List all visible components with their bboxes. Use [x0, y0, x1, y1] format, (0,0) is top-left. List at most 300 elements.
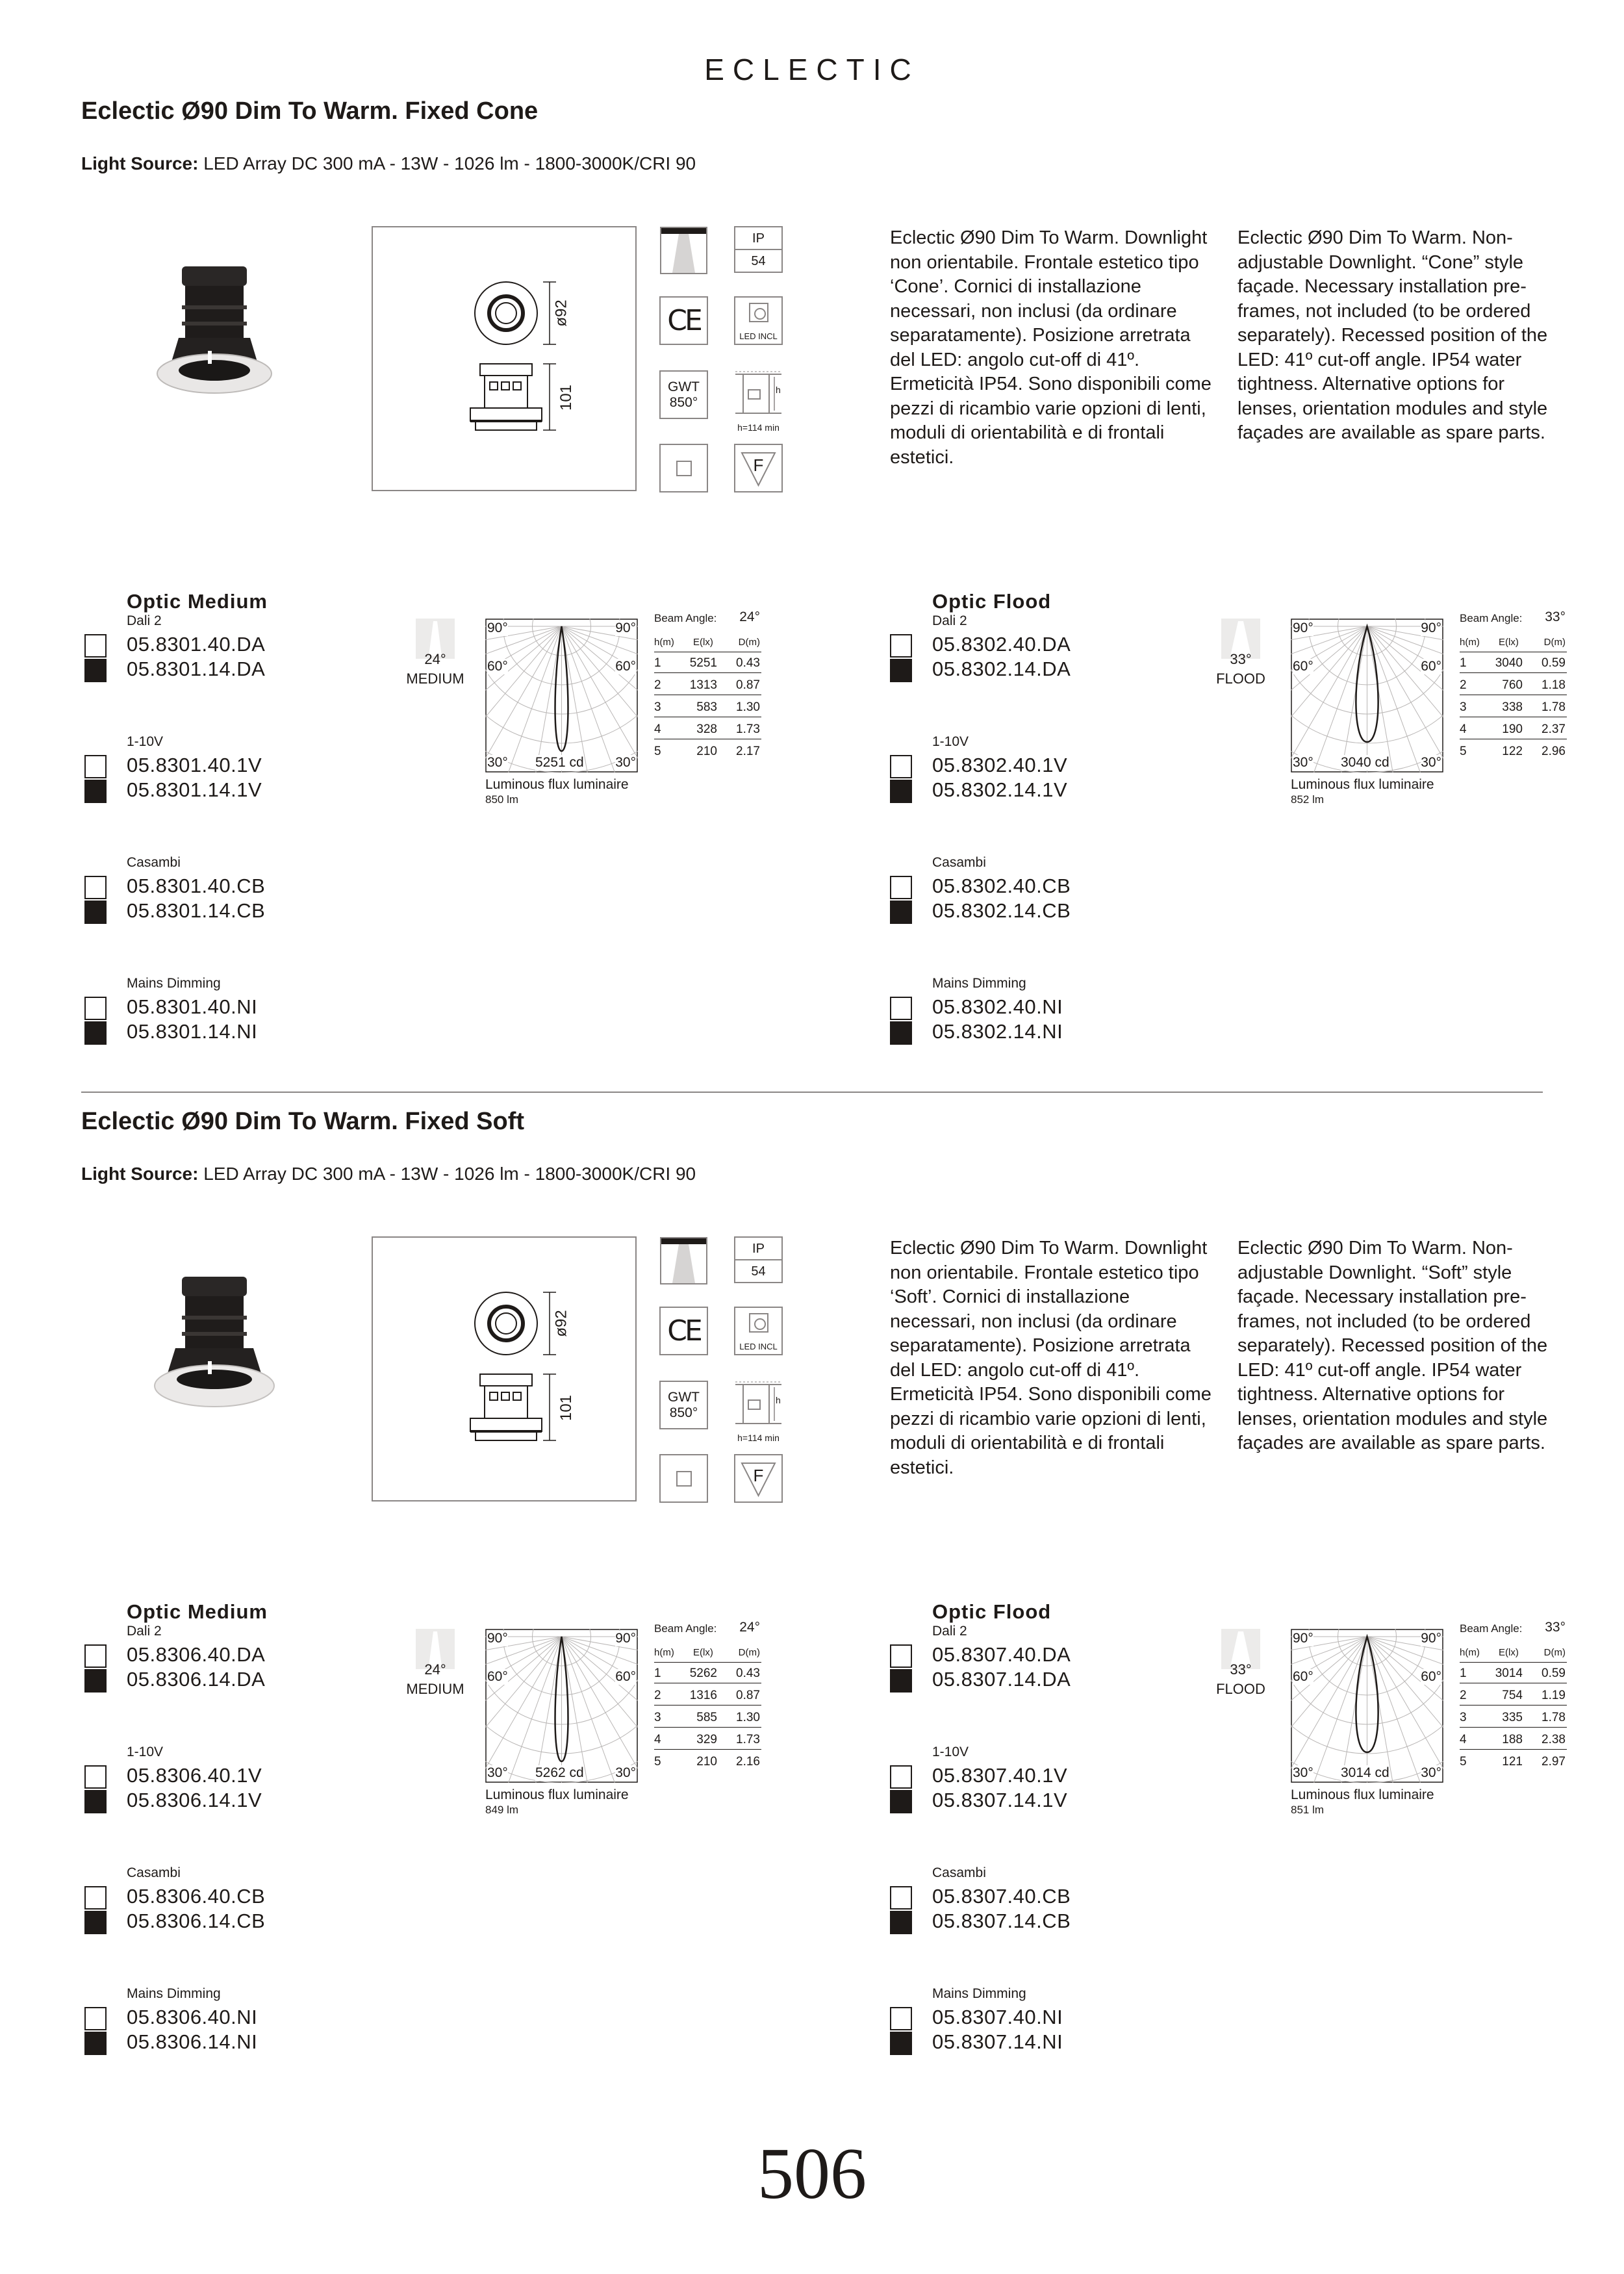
table-cell: 583: [696, 700, 717, 714]
gwt-label: GWT: [668, 1390, 700, 1405]
column-header: E(lx): [693, 1647, 713, 1658]
black-finish-swatch: [84, 1669, 107, 1693]
product-code: 05.8302.40.1V: [932, 754, 1068, 776]
table-cell: 2: [654, 1689, 661, 1702]
table-cell: 1: [1460, 656, 1467, 670]
polar-diagram: [1291, 1629, 1443, 1783]
luminous-flux-label: Luminous flux luminaire: [485, 1787, 629, 1802]
table-row: [1460, 1707, 1567, 1728]
polar-label: 60°: [1293, 659, 1313, 674]
code-row: [887, 1885, 1212, 1910]
code-row: [887, 658, 1212, 682]
recess-min-height: h=114 min: [737, 422, 780, 433]
polar-label: 30°: [487, 755, 508, 770]
white-finish-swatch: [890, 876, 912, 899]
product-code: 05.8306.40.DA: [127, 1643, 266, 1666]
code-row: [81, 2030, 406, 2055]
light-source-label: Light Source:: [81, 153, 199, 173]
white-finish-swatch: [890, 1765, 912, 1789]
code-row: [887, 633, 1212, 658]
table-cell: 210: [696, 1755, 717, 1769]
black-finish-swatch: [84, 659, 107, 682]
code-row: [81, 875, 406, 899]
product-photo: [146, 260, 283, 442]
product-code: 05.8301.14.NI: [127, 1020, 258, 1043]
table-cell: 0.43: [736, 1667, 760, 1680]
light-source-value: LED Array DC 300 mA - 13W - 1026 lm - 1800-3000K/CRI 90: [203, 153, 696, 173]
table-row: [654, 674, 761, 695]
code-row: [81, 1789, 406, 1813]
table-cell: 0.43: [736, 656, 760, 670]
recess-depth-icon: [734, 1381, 783, 1443]
table-cell: 4: [1460, 1733, 1467, 1746]
table-cell: 5: [654, 745, 661, 758]
table-cell: 1.73: [736, 722, 760, 736]
white-finish-swatch: [84, 1765, 107, 1789]
column-header: h(m): [1460, 1647, 1480, 1658]
column-header: E(lx): [693, 637, 713, 648]
product-code: 05.8307.40.CB: [932, 1885, 1071, 1908]
luminous-flux-value: 852 lm: [1291, 793, 1325, 806]
code-row: [81, 1668, 406, 1693]
table-cell: 338: [1502, 700, 1523, 714]
glow-wire-icon: [659, 370, 708, 419]
table-cell: 3: [1460, 700, 1467, 714]
table-cell: 1.30: [736, 700, 760, 714]
table-row: [1460, 741, 1567, 761]
beam-icon-name: MEDIUM: [406, 671, 464, 687]
control-group-label: Dali 2: [932, 613, 967, 628]
table-cell: 1313: [689, 678, 717, 692]
table-row: [654, 1729, 761, 1750]
technical-drawing: [372, 226, 637, 491]
table-cell: 2.96: [1542, 745, 1566, 758]
black-finish-swatch: [890, 780, 912, 803]
white-finish-swatch: [890, 1886, 912, 1910]
polar-diagram: [485, 619, 638, 773]
product-code: 05.8307.14.DA: [932, 1668, 1071, 1691]
code-row: [81, 2006, 406, 2030]
table-cell: 1: [654, 656, 661, 670]
product-code: 05.8302.14.DA: [932, 658, 1071, 680]
product-code: 05.8306.40.CB: [127, 1885, 266, 1908]
product-code: 05.8301.14.CB: [127, 899, 266, 922]
table-cell: 2: [1460, 1689, 1467, 1702]
table-cell: 328: [696, 722, 717, 736]
black-finish-swatch: [890, 659, 912, 682]
control-group-label: Casambi: [932, 855, 986, 870]
product-code: 05.8301.14.1V: [127, 778, 262, 801]
beam-icon-degree: 24°: [424, 651, 446, 667]
code-row: [81, 754, 406, 778]
table-row: [654, 652, 761, 673]
table-cell: 188: [1502, 1733, 1523, 1746]
code-row: [81, 633, 406, 658]
code-row: [81, 658, 406, 682]
control-group-label: 1-10V: [127, 734, 164, 749]
beam-icon-degree: 33°: [1230, 651, 1252, 667]
table-row: [654, 1751, 761, 1772]
table-cell: 2.16: [736, 1755, 760, 1769]
black-finish-swatch: [84, 780, 107, 803]
table-row: [1460, 652, 1567, 673]
height-dimension: 101: [557, 1394, 576, 1422]
black-finish-swatch: [890, 1790, 912, 1813]
polar-label: 30°: [487, 1765, 508, 1780]
white-finish-swatch: [890, 2007, 912, 2030]
beam-icon-degree: 24°: [424, 1661, 446, 1678]
table-header: [1460, 637, 1567, 652]
table-cell: 2: [1460, 678, 1467, 692]
beam-angle-value: 24°: [739, 609, 760, 624]
beam-angle-icon: [1212, 1629, 1270, 1700]
ce-mark-icon: CE: [659, 1307, 708, 1355]
luminous-flux-label: Luminous flux luminaire: [485, 777, 629, 792]
code-row: [887, 1910, 1212, 1934]
control-group-label: Dali 2: [127, 613, 162, 628]
column-header: E(lx): [1499, 637, 1519, 648]
table-cell: 3: [654, 700, 661, 714]
white-finish-swatch: [84, 755, 107, 778]
table-header: [654, 637, 761, 652]
table-cell: 210: [696, 745, 717, 758]
polar-label: 90°: [487, 1631, 508, 1646]
light-source-value: LED Array DC 300 mA - 13W - 1026 lm - 1800-3000K/CRI 90: [203, 1164, 696, 1184]
table-cell: 3040: [1495, 656, 1523, 670]
table-cell: 1: [1460, 1667, 1467, 1680]
product-code: 05.8306.14.DA: [127, 1668, 266, 1691]
certification-icons: [659, 1236, 796, 1503]
column-header: h(m): [654, 1647, 674, 1658]
polar-label: 60°: [1293, 1669, 1313, 1684]
optic-block: [887, 1600, 1624, 2081]
gwt-value: 850°: [669, 1405, 698, 1420]
white-finish-swatch: [84, 1886, 107, 1910]
class-ii-icon: [659, 1454, 708, 1503]
column-header: D(m): [738, 637, 760, 648]
control-group-label: Casambi: [127, 1865, 181, 1880]
table-cell: 1316: [689, 1689, 717, 1702]
table-cell: 2.17: [736, 745, 760, 758]
optic-name: Optic Flood: [932, 1600, 1052, 1623]
beam-angle-value: 24°: [739, 1620, 760, 1635]
product-photo: [146, 1270, 283, 1452]
optic-block: [81, 590, 861, 1071]
product-code: 05.8306.40.NI: [127, 2006, 258, 2028]
code-row: [887, 2006, 1212, 2030]
product-code: 05.8306.40.1V: [127, 1764, 262, 1787]
optic-name: Optic Medium: [127, 590, 268, 613]
black-finish-swatch: [84, 1911, 107, 1934]
led-included-label: LED INCL: [739, 1342, 778, 1351]
white-finish-swatch: [890, 755, 912, 778]
table-cell: 5: [1460, 1755, 1467, 1769]
candela-value: 5262 cd: [535, 1765, 584, 1780]
table-cell: 335: [1502, 1711, 1523, 1724]
gwt-value: 850°: [669, 395, 698, 410]
polar-diagram: [1291, 619, 1443, 773]
beam-icon-degree: 33°: [1230, 1661, 1252, 1678]
polar-label: 30°: [615, 755, 636, 770]
polar-label: 60°: [615, 659, 636, 674]
table-cell: 2.97: [1542, 1755, 1566, 1769]
polar-diagram: [485, 1629, 638, 1783]
ip-label: IP: [735, 1238, 781, 1260]
table-cell: 760: [1502, 678, 1523, 692]
led-included-label: LED INCL: [739, 331, 778, 341]
ip-rating-icon: [734, 226, 783, 273]
polar-label: 90°: [615, 620, 636, 635]
column-header: D(m): [738, 1647, 760, 1658]
beam-angle-value: 33°: [1545, 1620, 1566, 1635]
polar-label: 30°: [1293, 755, 1313, 770]
product-code: 05.8307.40.DA: [932, 1643, 1071, 1666]
product-title: Eclectic Ø90 Dim To Warm. Fixed Soft: [81, 1108, 525, 1135]
control-group-label: Mains Dimming: [127, 1986, 221, 2001]
product-code: 05.8307.14.CB: [932, 1910, 1071, 1932]
table-cell: 5251: [689, 656, 717, 670]
black-finish-swatch: [890, 1669, 912, 1693]
code-row: [887, 875, 1212, 899]
black-finish-swatch: [84, 2032, 107, 2055]
control-group-label: 1-10V: [932, 734, 969, 749]
control-group-label: Casambi: [127, 855, 181, 870]
gwt-label: GWT: [668, 379, 700, 394]
f-label: F: [753, 1466, 764, 1485]
beam-angle-label: Beam Angle:: [654, 612, 717, 624]
led-included-icon: [734, 296, 783, 345]
table-row: [654, 1663, 761, 1683]
luminous-flux-value: 849 lm: [485, 1804, 519, 1816]
beam-angle-label: Beam Angle:: [1460, 612, 1523, 624]
candela-value: 3014 cd: [1341, 1765, 1389, 1780]
brand-title: ECLECTIC: [704, 53, 920, 86]
table-cell: 3014: [1495, 1667, 1523, 1680]
dimension-drawing: [373, 227, 638, 492]
column-header: h(m): [654, 637, 674, 648]
ip-value: 54: [751, 254, 766, 268]
polar-label: 90°: [1421, 620, 1441, 635]
control-group-label: Mains Dimming: [127, 976, 221, 991]
table-row: [1460, 1663, 1567, 1683]
product-section: [0, 0, 1624, 1043]
column-header: E(lx): [1499, 1647, 1519, 1658]
polar-label: 30°: [615, 1765, 636, 1780]
table-cell: 2: [654, 678, 661, 692]
table-cell: 1.78: [1542, 700, 1566, 714]
polar-label: 60°: [1421, 659, 1441, 674]
height-dimension: 101: [557, 384, 576, 411]
f-mark-icon: [734, 1454, 783, 1503]
polar-label: 90°: [1293, 1631, 1313, 1646]
beam-angle-value: 33°: [1545, 609, 1566, 624]
column-header: D(m): [1543, 1647, 1566, 1658]
table-cell: 0.59: [1542, 1667, 1566, 1680]
product-code: 05.8306.14.CB: [127, 1910, 266, 1932]
description-italian: Eclectic Ø90 Dim To Warm. Downlight non orientabile. Frontale estetico tipo ‘Soft’. Cornici di installazione necessari, non inclusi (da ordinare separatamente). Posizione arretrata del LED: angolo cut-off di 41º. Ermeticità IP54. Sono disponibili come pezzi di ricambio varie opzioni di lenti, moduli di orientabilità e di frontali estetici.: [890, 1238, 1212, 1478]
polar-label: 60°: [1421, 1669, 1441, 1684]
white-finish-swatch: [890, 1644, 912, 1668]
black-finish-swatch: [84, 901, 107, 924]
table-row: [654, 696, 761, 717]
recess-depth-icon: [734, 370, 783, 433]
polar-label: 60°: [487, 1669, 508, 1684]
recessed-beam-icon: [659, 1236, 708, 1285]
optic-block: [887, 590, 1624, 1071]
dimension-drawing: [373, 1238, 638, 1503]
table-row: [1460, 1685, 1567, 1706]
polar-label: 90°: [615, 1631, 636, 1646]
optic-name: Optic Flood: [932, 590, 1052, 613]
table-header: [654, 1647, 761, 1663]
table-cell: 1.19: [1542, 1689, 1566, 1702]
recess-min-height: h=114 min: [737, 1433, 780, 1443]
recessed-beam-icon: [659, 226, 708, 275]
table-row: [1460, 696, 1567, 717]
f-label: F: [753, 455, 764, 475]
table-cell: 122: [1502, 745, 1523, 758]
code-row: [81, 1885, 406, 1910]
product-code: 05.8307.40.NI: [932, 2006, 1063, 2028]
control-group-label: Mains Dimming: [932, 976, 1026, 991]
polar-label: 30°: [1293, 1765, 1313, 1780]
table-cell: 4: [1460, 722, 1467, 736]
product-code: 05.8301.14.DA: [127, 658, 266, 680]
control-group-label: 1-10V: [127, 1744, 164, 1759]
column-header: D(m): [1543, 637, 1566, 648]
certification-icons: [659, 226, 796, 492]
table-cell: 121: [1502, 1755, 1523, 1769]
table-cell: 1.30: [736, 1711, 760, 1724]
table-cell: 5: [654, 1755, 661, 1769]
product-code: 05.8307.14.1V: [932, 1789, 1068, 1811]
table-cell: 329: [696, 1733, 717, 1746]
beam-icon-name: MEDIUM: [406, 1681, 464, 1697]
code-row: [81, 1910, 406, 1934]
class-ii-icon: [659, 444, 708, 492]
table-cell: 1.78: [1542, 1711, 1566, 1724]
polar-label: 60°: [487, 659, 508, 674]
table-row: [654, 1685, 761, 1706]
black-finish-swatch: [890, 2032, 912, 2055]
light-source-label: Light Source:: [81, 1164, 199, 1184]
luminous-flux-label: Luminous flux luminaire: [1291, 777, 1434, 792]
code-row: [887, 778, 1212, 803]
table-row: [654, 719, 761, 739]
diameter-dimension: ø92: [552, 1310, 570, 1337]
f-mark-icon: [734, 444, 783, 492]
control-group-label: 1-10V: [932, 1744, 969, 1759]
table-row: [654, 1707, 761, 1728]
polar-label: 30°: [1421, 755, 1441, 770]
black-finish-swatch: [890, 1911, 912, 1934]
description-english: Eclectic Ø90 Dim To Warm. Non-adjustable Downlight. “Soft” style façade. Necessary installation pre-frames, not included (to be ordered separately). Recessed position of the LED: 41º cut-off angle. IP54 water tightness. Alternative options for lenses, orientation modules and style façades are available as spare parts.: [1237, 1238, 1548, 1453]
product-code: 05.8301.40.DA: [127, 633, 266, 656]
table-row: [1460, 1729, 1567, 1750]
beam-icon-name: FLOOD: [1216, 1681, 1265, 1697]
white-finish-swatch: [84, 876, 107, 899]
code-row: [887, 1789, 1212, 1813]
ip-rating-icon: [734, 1236, 783, 1283]
table-row: [1460, 719, 1567, 739]
table-cell: 754: [1502, 1689, 1523, 1702]
candela-value: 3040 cd: [1341, 755, 1389, 770]
control-group-label: Mains Dimming: [932, 1986, 1026, 2001]
table-cell: 5262: [689, 1667, 717, 1680]
product-section: [0, 1010, 1624, 2053]
code-row: [81, 899, 406, 924]
white-finish-swatch: [84, 1644, 107, 1668]
polar-label: 90°: [487, 620, 508, 635]
polar-label: 90°: [1293, 620, 1313, 635]
product-code: 05.8307.40.1V: [932, 1764, 1068, 1787]
optic-block: [81, 1600, 861, 2081]
product-code: 05.8302.40.DA: [932, 633, 1071, 656]
white-finish-swatch: [890, 634, 912, 658]
description-italian: Eclectic Ø90 Dim To Warm. Downlight non orientabile. Frontale estetico tipo ‘Cone’. Cornici di installazione necessari, non inclusi (da ordinare separatamente). Posizione arretrata del LED: angolo cut-off di 41º. Ermeticità IP54. Sono disponibili come pezzi di ricambio varie opzioni di lenti, moduli di orientabilità e di frontali estetici.: [890, 227, 1212, 468]
control-group-label: Dali 2: [932, 1624, 967, 1639]
white-finish-swatch: [84, 634, 107, 658]
description-english: Eclectic Ø90 Dim To Warm. Non-adjustable Downlight. “Cone” style façade. Necessary installation pre-frames, not included (to be ordered separately). Recessed position of the LED: 41º cut-off angle. IP54 water tightness. Alternative options for lenses, orientation modules and style façades are available as spare parts.: [1237, 227, 1548, 443]
polar-label: 90°: [1421, 1631, 1441, 1646]
column-header: h(m): [1460, 637, 1480, 648]
product-title: Eclectic Ø90 Dim To Warm. Fixed Cone: [81, 97, 539, 125]
table-cell: 5: [1460, 745, 1467, 758]
table-cell: 1.73: [736, 1733, 760, 1746]
light-source: [81, 1164, 696, 1184]
table-row: [1460, 1751, 1567, 1772]
table-cell: 0.87: [736, 678, 760, 692]
product-code: 05.8302.14.NI: [932, 1020, 1063, 1043]
beam-angle-icon: [1212, 619, 1270, 690]
beam-angle-label: Beam Angle:: [654, 1622, 717, 1635]
code-row: [81, 1643, 406, 1668]
polar-label: 30°: [1421, 1765, 1441, 1780]
table-cell: 1.18: [1542, 678, 1566, 692]
table-row: [654, 741, 761, 761]
table-cell: 4: [654, 1733, 661, 1746]
code-row: [887, 754, 1212, 778]
ce-mark-icon: CE: [659, 296, 708, 345]
table-cell: 2.37: [1542, 722, 1566, 736]
code-row: [887, 899, 1212, 924]
product-code: 05.8301.40.CB: [127, 875, 266, 897]
product-code: 05.8301.40.NI: [127, 995, 258, 1018]
table-cell: 190: [1502, 722, 1523, 736]
luminous-flux-value: 851 lm: [1291, 1804, 1325, 1816]
led-included-icon: [734, 1307, 783, 1355]
beam-angle-icon: [406, 619, 464, 690]
code-row: [887, 1643, 1212, 1668]
code-row: [887, 2030, 1212, 2055]
table-cell: 4: [654, 722, 661, 736]
beam-icon-name: FLOOD: [1216, 671, 1265, 687]
h-label: h: [776, 385, 781, 395]
white-finish-swatch: [84, 2007, 107, 2030]
page-number: 506: [757, 2134, 867, 2214]
product-code: 05.8306.14.NI: [127, 2030, 258, 2053]
code-row: [81, 778, 406, 803]
table-cell: 3: [654, 1711, 661, 1724]
table-cell: 3: [1460, 1711, 1467, 1724]
glow-wire-icon: [659, 1381, 708, 1429]
product-code: 05.8306.14.1V: [127, 1789, 262, 1811]
product-code: 05.8302.40.NI: [932, 995, 1063, 1018]
table-cell: 1: [654, 1667, 661, 1680]
candela-value: 5251 cd: [535, 755, 584, 770]
diameter-dimension: ø92: [552, 300, 570, 327]
luminous-flux-label: Luminous flux luminaire: [1291, 1787, 1434, 1802]
